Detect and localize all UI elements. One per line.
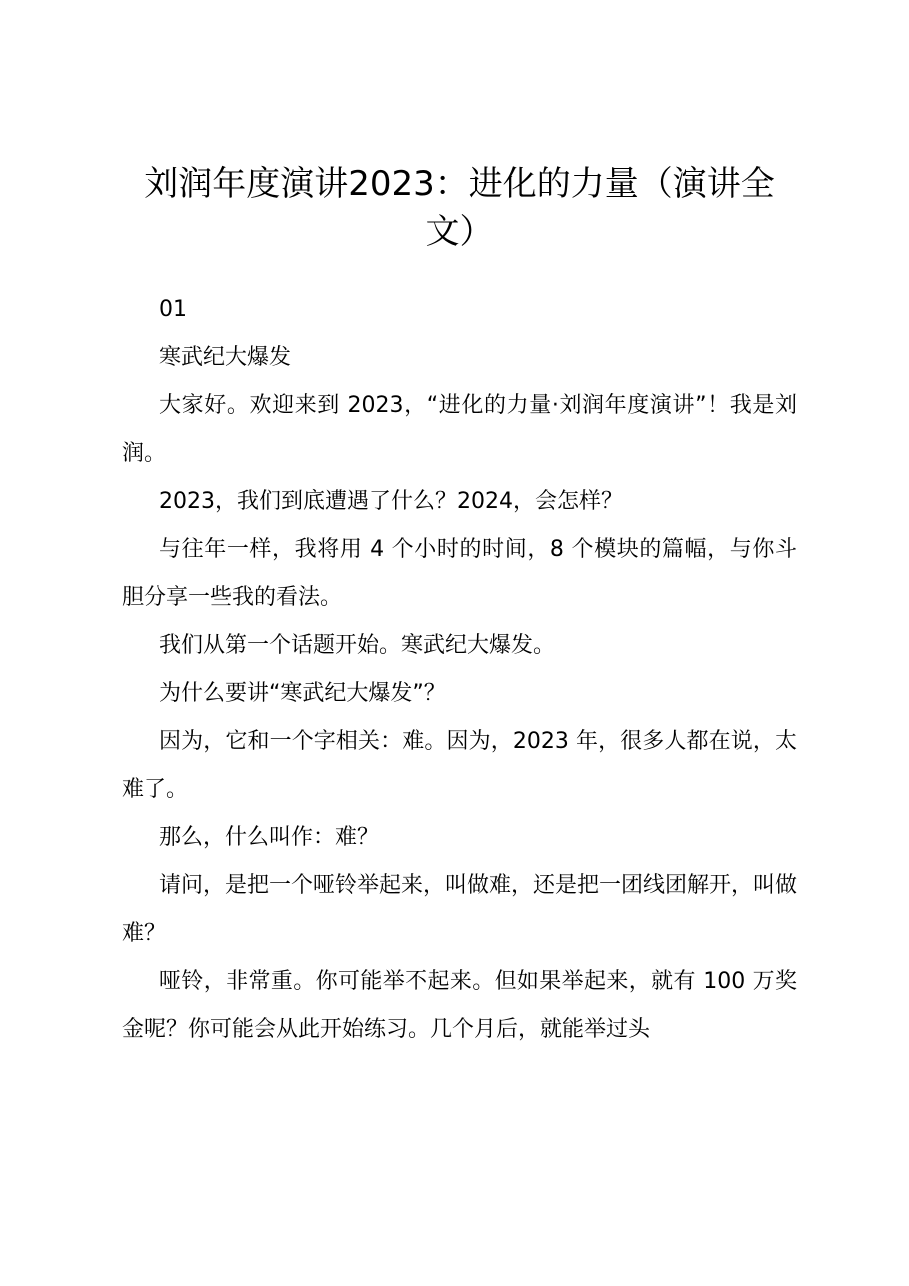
paragraph: 与往年一样，我将用 4 个小时的时间，8 个模块的篇幅，与你斗胆分享一些我的看法。 — [122, 537, 797, 610]
paragraph: 为什么要讲“寒武纪大爆发”？ — [159, 681, 446, 706]
paragraph: 2023，我们到底遭遇了什么？2024，会怎样？ — [159, 489, 623, 514]
paragraph: 哑铃，非常重。你可能举不起来。但如果举起来，就有 100 万奖金呢？你可能会从此开始练习。几个月后，就能举过头 — [122, 969, 797, 1042]
document-title: 刘润年度演讲2023：进化的力量（演讲全文） — [144, 164, 775, 252]
paragraph: 大家好。欢迎来到 2023，“进化的力量·刘润年度演讲”！我是刘润。 — [122, 393, 797, 466]
paragraph-section-number: 01 — [159, 297, 187, 322]
paragraph: 那么，什么叫作：难？ — [159, 825, 380, 850]
paragraph: 我们从第一个话题开始。寒武纪大爆发。 — [159, 633, 556, 658]
document-page — [122, 160, 797, 1054]
paragraph: 请问，是把一个哑铃举起来，叫做难，还是把一团线团解开，叫做难？ — [122, 873, 798, 946]
document-body — [122, 286, 797, 1054]
paragraph-section-heading: 寒武纪大爆发 — [159, 345, 292, 370]
paragraph: 因为，它和一个字相关：难。因为，2023 年，很多人都在说，太难了。 — [122, 729, 797, 802]
